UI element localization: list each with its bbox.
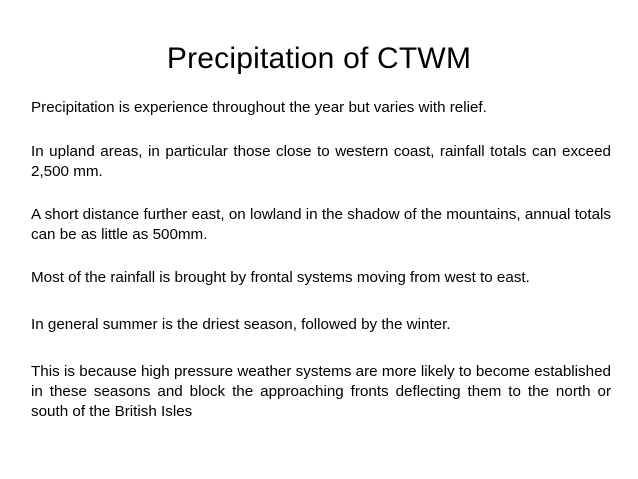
- paragraph-frontal-systems: Most of the rainfall is brought by frontal systems moving from west to east.: [31, 269, 530, 286]
- paragraph-lowland: A short distance further east, on lowland in the shadow of the mountains, annual totals can be as little as 500mm.: [31, 206, 611, 243]
- paragraph-upland: In upland areas, in particular those close to western coast, rainfall totals can exceed 2,500 mm.: [31, 143, 611, 180]
- paragraph-seasons: In general summer is the driest season, followed by the winter.: [31, 316, 451, 333]
- paragraph-relief: Precipitation is experience throughout the year but varies with relief.: [31, 99, 487, 116]
- paragraph-high-pressure: This is because high pressure weather systems are more likely to become established in these seasons and block the approaching fronts deflecting them to the north or south of the British Isles: [31, 363, 611, 420]
- slide-title: Precipitation of CTWM: [166, 42, 472, 75]
